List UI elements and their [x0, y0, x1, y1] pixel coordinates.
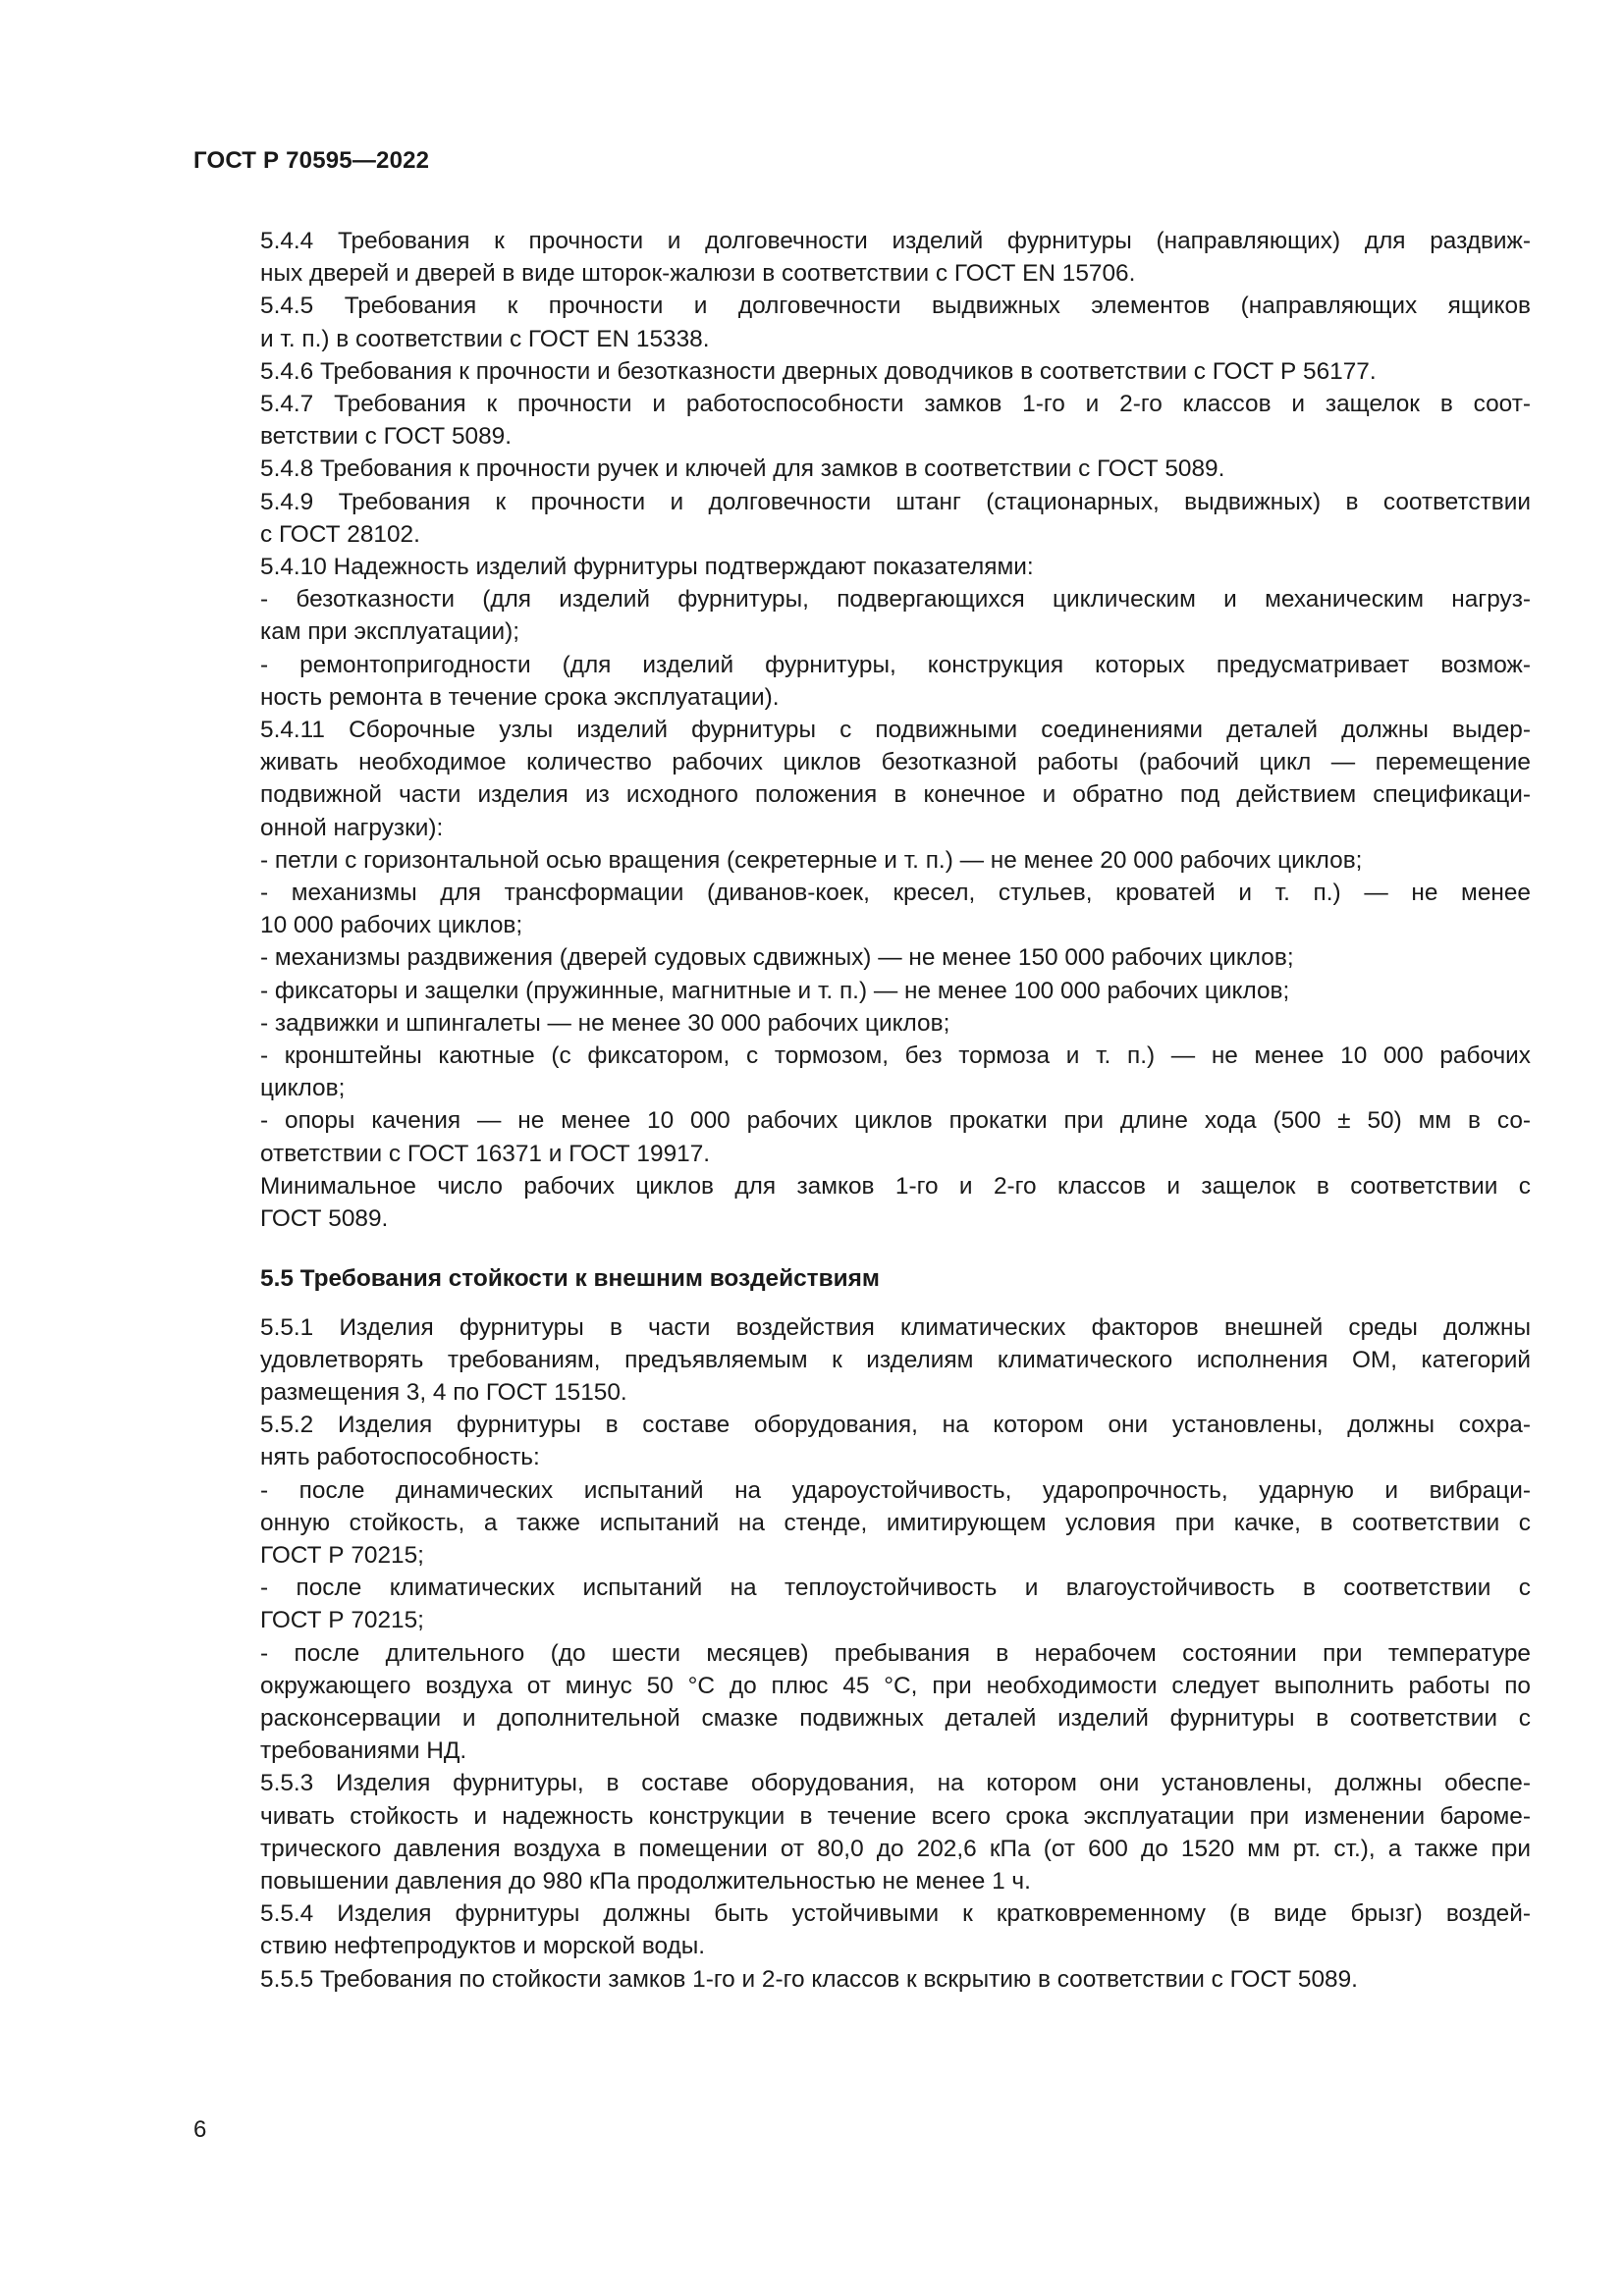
paragraph	[193, 453, 1531, 485]
paragraph	[193, 1170, 1531, 1235]
paragraph	[193, 388, 1531, 453]
text-line: ность ремонта в течение срока эксплуатации).	[260, 683, 780, 711]
paragraph	[193, 583, 1531, 648]
text-line: - кронштейны каютные (с фиксатором, с тормозом, без тормоза и т. п.) — не менее 10 000 рабочих	[260, 1042, 1531, 1070]
document-body	[193, 225, 1531, 1996]
text-line: - после динамических испытаний на удароустойчивость, ударопрочность, ударную и вибраци-	[260, 1476, 1531, 1504]
text-line: 5.5.4 Изделия фурнитуры должны быть устойчивыми к кратковременному (в виде брызг) воздей-	[260, 1900, 1531, 1928]
text-line: ГОСТ Р 70215;	[260, 1607, 424, 1634]
text-line: подвижной части изделия из исходного положения в конечное и обратно под действием спецификаци-	[260, 781, 1531, 809]
text-line: - задвижки и шпингалеты — не менее 30 000 рабочих циклов;	[260, 1009, 950, 1037]
text-line: 5.4.4 Требования к прочности и долговечности изделий фурнитуры (направляющих) для раздвиж-	[260, 228, 1531, 254]
paragraph	[193, 975, 1531, 1007]
text-line: 5.4.9 Требования к прочности и долговечности штанг (стационарных, выдвижных) в соответствии	[260, 488, 1531, 515]
text-line: ГОСТ 5089.	[260, 1205, 389, 1233]
text-line: 5.4.10 Надежность изделий фурнитуры подтверждают показателями:	[260, 554, 1034, 581]
text-line: - ремонтопригодности (для изделий фурнитуры, конструкция которых предусматривает возмож-	[260, 651, 1531, 678]
text-line: ГОСТ Р 70215;	[260, 1541, 424, 1569]
text-line: кам при эксплуатации);	[260, 618, 520, 646]
text-line: 5.5.5 Требования по стойкости замков 1-го и 2-го классов к вскрытию в соответствии с ГОСТ 5089.	[260, 1965, 1358, 1993]
text-line: 5.4.7 Требования к прочности и работоспособности замков 1-го и 2-го классов и защелок в соот-	[260, 391, 1531, 418]
text-line: - после длительного (до шести месяцев) пребывания в нерабочем состоянии при температуре	[260, 1639, 1531, 1667]
text-line: 5.4.5 Требования к прочности и долговечности выдвижных элементов (направляющих ящиков	[260, 293, 1531, 320]
text-line: - механизмы для трансформации (диванов-коек, кресел, стульев, кроватей и т. п.) — не менее	[260, 880, 1531, 907]
text-line: - опоры качения — не менее 10 000 рабочих циклов прокатки при длине хода (500 ± 50) мм в со-	[260, 1107, 1531, 1135]
paragraph	[193, 1040, 1531, 1104]
paragraph	[193, 1007, 1531, 1040]
paragraph	[193, 225, 1531, 290]
text-line: - безотказности (для изделий фурнитуры, подвергающихся циклическим и механическим нагруз-	[260, 586, 1531, 614]
text-line: расконсервации и дополнительной смазке подвижных деталей изделий фурнитуры в соответствии с	[260, 1704, 1531, 1732]
text-line: - фиксаторы и защелки (пружинные, магнитные и т. п.) — не менее 100 000 рабочих циклов;	[260, 977, 1290, 1004]
paragraph	[193, 355, 1531, 388]
paragraph	[193, 1637, 1531, 1768]
paragraph	[193, 1409, 1531, 1473]
paragraph	[193, 1897, 1531, 1962]
text-line: 5.5.3 Изделия фурнитуры, в составе оборудования, на котором они установлены, должны обеспе-	[260, 1770, 1531, 1797]
text-line: окружающего воздуха от минус 50 °С до плюс 45 °С, при необходимости следует выполнить работы по	[260, 1672, 1531, 1699]
paragraph	[193, 1474, 1531, 1573]
section-5-4-continuation	[193, 225, 1531, 1235]
paragraph	[193, 941, 1531, 974]
text-line: 10 000 рабочих циклов;	[260, 912, 523, 939]
text-line: онную стойкость, а также испытаний на стенде, имитирующем условия при качке, в соответствии с	[260, 1509, 1531, 1536]
text-line: циклов;	[260, 1075, 346, 1102]
text-line: с ГОСТ 28102.	[260, 520, 420, 548]
text-line: Минимальное число рабочих циклов для замков 1-го и 2-го классов и защелок в соответствии с	[260, 1172, 1531, 1200]
text-line: живать необходимое количество рабочих циклов безотказной работы (рабочий цикл — перемещение	[260, 749, 1531, 776]
paragraph	[193, 486, 1531, 551]
section-5-5-body	[193, 1311, 1531, 1996]
text-line: - механизмы раздвижения (дверей судовых сдвижных) — не менее 150 000 рабочих циклов;	[260, 944, 1294, 972]
text-line: трического давления воздуха в помещении от 80,0 до 202,6 кПа (от 600 до 1520 мм рт. ст.), а также при	[260, 1835, 1531, 1862]
document-code: ГОСТ Р 70595—2022	[193, 147, 430, 174]
text-line: - петли с горизонтальной осью вращения (секретерные и т. п.) — не менее 20 000 рабочих циклов;	[260, 846, 1363, 874]
text-line: ответствии с ГОСТ 16371 и ГОСТ 19917.	[260, 1140, 711, 1167]
text-line: повышении давления до 980 кПа продолжительностью не менее 1 ч.	[260, 1867, 1031, 1895]
paragraph	[193, 1104, 1531, 1169]
text-line: ных дверей и дверей в виде шторок-жалюзи в соответствии с ГОСТ EN 15706.	[260, 260, 1136, 288]
paragraph	[193, 844, 1531, 877]
text-line: 5.4.8 Требования к прочности ручек и ключей для замков в соответствии с ГОСТ 5089.	[260, 455, 1225, 483]
text-line: онной нагрузки):	[260, 814, 444, 841]
paragraph	[193, 1767, 1531, 1897]
text-line: удовлетворять требованиям, предъявляемым к изделиям климатического исполнения ОМ, категорий	[260, 1346, 1531, 1373]
paragraph	[193, 1963, 1531, 1996]
paragraph	[193, 649, 1531, 714]
text-line: 5.5.2 Изделия фурнитуры в составе оборудования, на котором они установлены, должны сохра-	[260, 1412, 1531, 1439]
paragraph	[193, 877, 1531, 941]
page-number: 6	[193, 2116, 207, 2143]
paragraph	[193, 1572, 1531, 1636]
section-heading: 5.5 Требования стойкости к внешним воздействиям	[260, 1265, 880, 1293]
text-line: 5.4.6 Требования к прочности и безотказности дверных доводчиков в соответствии с ГОСТ Р 56177.	[260, 357, 1377, 385]
paragraph	[193, 1311, 1531, 1410]
paragraph	[193, 551, 1531, 583]
text-line: ствию нефтепродуктов и морской воды.	[260, 1933, 706, 1960]
text-line: требованиями НД.	[260, 1737, 467, 1765]
text-line: 5.5.1 Изделия фурнитуры в части воздействия климатических факторов внешней среды должны	[260, 1313, 1531, 1341]
text-line: - после климатических испытаний на теплоустойчивость и влагоустойчивость в соответствии с	[260, 1575, 1531, 1602]
paragraph	[193, 714, 1531, 844]
text-line: ветствии с ГОСТ 5089.	[260, 423, 512, 451]
text-line: нять работоспособность:	[260, 1444, 540, 1471]
paragraph	[193, 290, 1531, 354]
text-line: 5.4.11 Сборочные узлы изделий фурнитуры с подвижными соединениями деталей должны выдер-	[260, 717, 1531, 744]
text-line: размещения 3, 4 по ГОСТ 15150.	[260, 1378, 627, 1406]
text-line: и т. п.) в соответствии с ГОСТ EN 15338.	[260, 325, 710, 352]
text-line: чивать стойкость и надежность конструкции в течение всего срока эксплуатации при изменении бароме-	[260, 1802, 1531, 1830]
